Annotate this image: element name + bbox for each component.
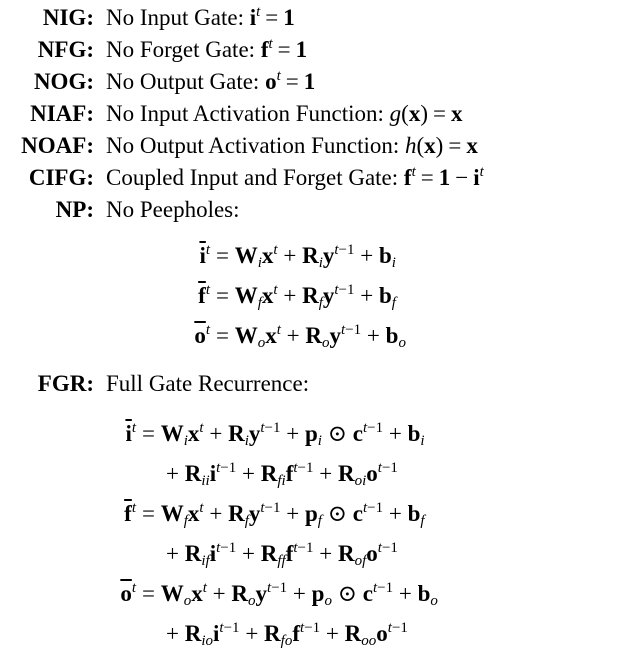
np-equation-forget-gate: $\overline{f}^t$ = $W_fx^t + R_fy^{t-1} + b_f$	[198, 282, 396, 311]
fgr-equations	[0, 414, 624, 654]
def-label: NOAF:	[21, 133, 94, 158]
def-cifg	[0, 162, 624, 194]
def-text: No Peepholes:	[106, 197, 240, 222]
def-text: No Output Gate:	[106, 69, 266, 94]
def-label: NOG:	[33, 69, 94, 94]
def-label: NP:	[55, 197, 94, 222]
def-label: FGR:	[37, 371, 94, 396]
fgr-equation-output-gate: $\overline{o}^t$ = $W_ox^t + R_oy^{t-1} + p_o$ ⊙ $c^{t-1} + b_o$	[120, 580, 438, 609]
def-nig	[0, 2, 624, 34]
fgr-equation-input-gate-cont: + $R_{ii}i^{t-1} + R_{fi}f^{t-1} + R_{oi}o^{t-1}$	[166, 460, 398, 489]
def-noaf	[0, 130, 624, 162]
def-formula: g(x) = x	[389, 101, 463, 126]
fgr-equation-forget-gate-cont: + $R_{if}i^{t-1} + R_{ff}f^{t-1} + R_{of}o^{t-1}$	[166, 540, 398, 569]
def-formula: $f^t = 1 - i^t$	[403, 164, 484, 190]
fgr-equation-input-gate: $\overline{i}^t$ = $W_ix^t + R_iy^{t-1} + p_i$ ⊙ $c^{t-1} + b_i$	[125, 420, 425, 449]
def-niaf	[0, 98, 624, 130]
def-np	[0, 194, 624, 226]
np-equation-output-gate: $\overline{o}^t$ = $W_ox^t + R_oy^{t-1} + b_o$	[194, 322, 406, 351]
def-nfg	[0, 34, 624, 66]
def-label: NIG:	[42, 5, 94, 30]
def-text: Coupled Input and Forget Gate:	[106, 165, 404, 190]
np-equations	[0, 236, 624, 356]
def-formula: h(x) = x	[405, 133, 478, 158]
def-text: No Input Activation Function:	[106, 101, 390, 126]
def-text: No Forget Gate:	[106, 37, 261, 62]
def-text: No Output Activation Function:	[106, 133, 405, 158]
def-formula: $o^t = 1$	[265, 68, 316, 94]
def-fgr	[0, 368, 624, 400]
fgr-equation-forget-gate: $\overline{f}^t$ = $W_fx^t + R_fy^{t-1} + p_f$ ⊙ $c^{t-1} + b_f$	[124, 500, 425, 529]
fgr-equation-output-gate-cont: + $R_{io}i^{t-1} + R_{fo}f^{t-1} + R_{oo}o^{t-1}$	[166, 620, 408, 649]
definitions-list	[0, 2, 624, 226]
def-label: CIFG:	[28, 165, 94, 190]
def-formula: $i^t = 1$	[249, 4, 295, 30]
def-text: No Input Gate:	[106, 5, 250, 30]
def-formula: $f^t = 1$	[260, 36, 308, 62]
def-text: Full Gate Recurrence:	[106, 371, 310, 396]
def-nog	[0, 66, 624, 98]
def-label: NFG:	[37, 37, 94, 62]
np-equation-input-gate: $\overline{i}^t$ = $W_ix^t + R_iy^{t-1} + b_i$	[199, 242, 396, 271]
def-label: NIAF:	[30, 101, 94, 126]
